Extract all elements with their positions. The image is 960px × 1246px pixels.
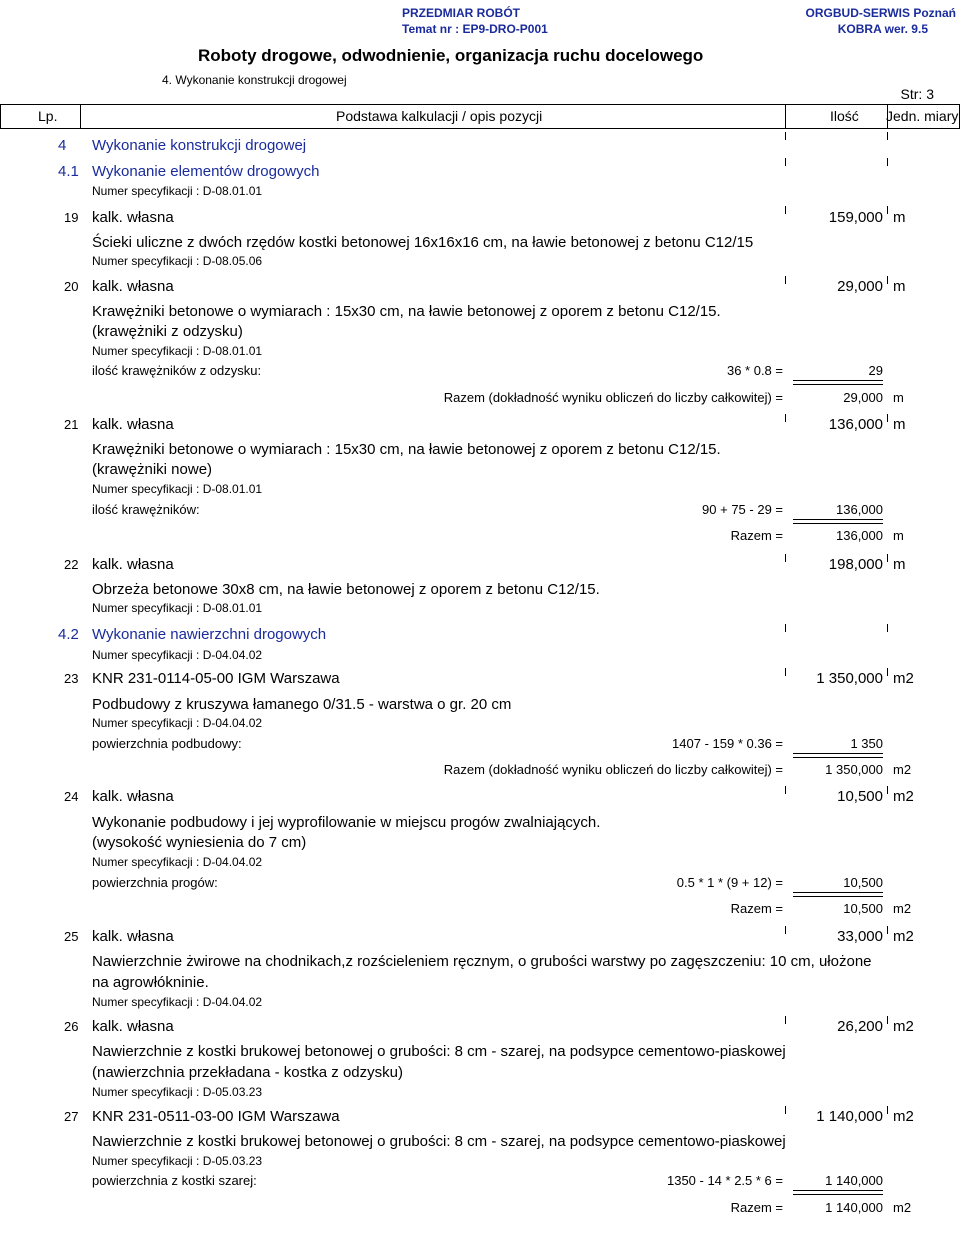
sum-unit: m2	[893, 762, 912, 777]
topic-number: Temat nr : EP9-DRO-P001	[402, 22, 548, 36]
calc-expression: 36 * 0.8 =	[726, 363, 783, 378]
column-header-basis: Podstawa kalkulacji / opis pozycji	[336, 108, 543, 124]
header-left-edge	[0, 104, 1, 128]
software-version: KOBRA wer. 9.5	[837, 22, 928, 36]
col-tick	[785, 668, 786, 676]
item-basis: kalk. własna	[92, 556, 174, 573]
item-basis: kalk. własna	[92, 209, 174, 226]
section-title: Wykonanie nawierzchni drogowych	[92, 626, 327, 643]
sum-underline	[793, 753, 883, 758]
item-description-note: (krawężniki z odzysku)	[92, 323, 243, 340]
item-description: Krawężniki betonowe o wymiarach : 15x30 cm, na ławie betonowej z oporem z betonu C12/15.	[92, 441, 721, 458]
section-number: 4.2	[58, 626, 79, 643]
header-divider-2	[785, 104, 786, 128]
item-qty: 198,000	[828, 556, 883, 573]
item-qty: 1 350,000	[816, 670, 883, 687]
col-tick	[887, 554, 888, 562]
item-basis: KNR 231-0511-03-00 IGM Warszawa	[92, 1108, 340, 1125]
col-tick	[785, 1106, 786, 1114]
company-name: ORGBUD-SERWIS Poznań	[805, 6, 956, 20]
item-description: Nawierzchnie z kostki brukowej betonowej o grubości: 8 cm - szarej, na podsypce cementowo-piaskowej	[92, 1043, 786, 1060]
calc-value: 10,500	[843, 875, 883, 890]
col-tick	[887, 668, 888, 676]
sum-underline	[793, 892, 883, 897]
item-basis: kalk. własna	[92, 1018, 174, 1035]
col-tick	[887, 414, 888, 422]
sum-underline	[793, 380, 883, 385]
item-basis: kalk. własna	[92, 416, 174, 433]
item-description-note: (nawierzchnia przekładana - kostka z odzysku)	[92, 1064, 403, 1081]
sum-value: 1 140,000	[825, 1200, 883, 1215]
spec-number: Numer specyfikacji : D-04.04.02	[92, 995, 263, 1009]
calc-label: powierzchnia podbudowy:	[92, 736, 242, 751]
sum-label: Razem (dokładność wyniku obliczeń do liczby całkowitej) =	[443, 762, 783, 777]
sum-value: 29,000	[843, 390, 883, 405]
calc-value: 136,000	[836, 502, 883, 517]
sum-unit: m	[893, 390, 904, 405]
spec-number: Numer specyfikacji : D-05.03.23	[92, 1085, 263, 1099]
item-basis: KNR 231-0114-05-00 IGM Warszawa	[92, 670, 340, 687]
document-title: Roboty drogowe, odwodnienie, organizacja ruchu docelowego	[198, 46, 704, 65]
item-qty: 1 140,000	[816, 1108, 883, 1125]
item-lp: 23	[64, 671, 79, 686]
calc-label: powierzchnia progów:	[92, 875, 218, 890]
item-lp: 20	[64, 279, 79, 294]
col-tick	[887, 1016, 888, 1024]
column-header-unit: Jedn. miary	[886, 108, 959, 124]
item-description-note: (wysokość wyniesienia do 7 cm)	[92, 834, 307, 851]
item-description: Obrzeża betonowe 30x8 cm, na ławie betonowej z oporem z betonu C12/15.	[92, 581, 600, 598]
col-tick	[785, 1016, 786, 1024]
item-unit: m2	[893, 1018, 914, 1035]
item-basis: kalk. własna	[92, 278, 174, 295]
calc-value: 29	[868, 363, 883, 378]
item-unit: m	[893, 278, 906, 295]
sum-label: Razem =	[730, 901, 783, 916]
sum-unit: m	[893, 528, 904, 543]
item-basis: kalk. własna	[92, 928, 174, 945]
item-description-cont: na agrowłókninie.	[92, 974, 209, 991]
item-qty: 10,500	[837, 788, 883, 805]
item-qty: 33,000	[837, 928, 883, 945]
col-tick	[785, 554, 786, 562]
sum-value: 1 350,000	[825, 762, 883, 777]
item-description: Nawierzchnie żwirowe na chodnikach,z rozścieleniem ręcznym, o grubości warstwy po zagęszczeniu: 10 cm, ułożone	[92, 953, 872, 970]
item-lp: 21	[64, 417, 79, 432]
item-lp: 26	[64, 1019, 79, 1034]
header-bottom-rule	[0, 128, 960, 129]
col-tick	[887, 206, 888, 214]
col-tick	[785, 786, 786, 794]
item-unit: m	[893, 556, 906, 573]
col-tick	[785, 276, 786, 284]
item-unit: m2	[893, 788, 914, 805]
item-unit: m2	[893, 670, 914, 687]
section-number: 4	[58, 137, 67, 154]
item-description: Wykonanie podbudowy i jej wyprofilowanie w miejscu progów zwalniających.	[92, 814, 601, 831]
item-unit: m	[893, 416, 906, 433]
item-description-note: (krawężniki nowe)	[92, 461, 213, 478]
sum-label: Razem =	[730, 528, 783, 543]
sum-label: Razem =	[730, 1200, 783, 1215]
col-tick	[887, 158, 888, 166]
calc-label: powierzchnia z kostki szarej:	[92, 1173, 257, 1188]
section-number: 4.1	[58, 163, 79, 180]
spec-number: Numer specyfikacji : D-04.04.02	[92, 716, 263, 730]
sum-value: 10,500	[843, 901, 883, 916]
item-qty: 136,000	[828, 416, 883, 433]
calc-value: 1 140,000	[825, 1173, 883, 1188]
item-lp: 22	[64, 557, 79, 572]
sum-underline	[793, 519, 883, 524]
calc-label: ilość krawężników z odzysku:	[92, 363, 262, 378]
item-lp: 24	[64, 789, 79, 804]
spec-number: Numer specyfikacji : D-05.03.23	[92, 1154, 263, 1168]
col-tick	[887, 1106, 888, 1114]
document-subtitle: 4. Wykonanie konstrukcji drogowej	[162, 73, 347, 87]
item-description: Podbudowy z kruszywa łamanego 0/31.5 - warstwa o gr. 20 cm	[92, 696, 512, 713]
col-tick	[785, 206, 786, 214]
item-lp: 25	[64, 929, 79, 944]
col-tick	[785, 414, 786, 422]
calc-value: 1 350	[850, 736, 883, 751]
sum-value: 136,000	[836, 528, 883, 543]
doc-type: PRZEDMIAR ROBÓT	[402, 6, 520, 20]
item-description: Ścieki uliczne z dwóch rzędów kostki betonowej 16x16x16 cm, na ławie betonowej z betonu C12/15	[92, 234, 754, 251]
spec-number: Numer specyfikacji : D-04.04.02	[92, 648, 263, 662]
col-tick	[887, 786, 888, 794]
col-tick	[887, 926, 888, 934]
calc-expression: 1350 - 14 * 2.5 * 6 =	[666, 1173, 783, 1188]
item-unit: m2	[893, 928, 914, 945]
calc-expression: 90 + 75 - 29 =	[702, 502, 783, 517]
col-tick	[887, 132, 888, 140]
col-tick	[785, 158, 786, 166]
spec-number: Numer specyfikacji : D-08.01.01	[92, 344, 263, 358]
sum-unit: m2	[893, 1200, 912, 1215]
item-lp: 27	[64, 1109, 79, 1124]
spec-number: Numer specyfikacji : D-04.04.02	[92, 855, 263, 869]
item-unit: m	[893, 209, 906, 226]
sum-label: Razem (dokładność wyniku obliczeń do liczby całkowitej) =	[443, 390, 783, 405]
col-tick	[785, 926, 786, 934]
section-title: Wykonanie konstrukcji drogowej	[92, 137, 307, 154]
sum-underline	[793, 1190, 883, 1195]
spec-number: Numer specyfikacji : D-08.05.06	[92, 254, 263, 268]
calc-label: ilość krawężników:	[92, 502, 200, 517]
header-top-rule	[0, 104, 960, 105]
section-title: Wykonanie elementów drogowych	[92, 163, 320, 180]
item-basis: kalk. własna	[92, 788, 174, 805]
item-qty: 29,000	[837, 278, 883, 295]
spec-number: Numer specyfikacji : D-08.01.01	[92, 601, 263, 615]
calc-expression: 0.5 * 1 * (9 + 12) =	[676, 875, 783, 890]
col-tick	[887, 276, 888, 284]
item-lp: 19	[64, 210, 79, 225]
col-tick	[785, 624, 786, 632]
item-qty: 159,000	[828, 209, 883, 226]
sum-unit: m2	[893, 901, 912, 916]
item-unit: m2	[893, 1108, 914, 1125]
column-header-lp: Lp.	[38, 108, 58, 124]
calc-expression: 1407 - 159 * 0.36 =	[672, 736, 783, 751]
col-tick	[887, 624, 888, 632]
item-description: Nawierzchnie z kostki brukowej betonowej o grubości: 8 cm - szarej, na podsypce cementowo-piaskowej	[92, 1133, 786, 1150]
item-qty: 26,200	[837, 1018, 883, 1035]
header-divider-1	[80, 104, 81, 128]
spec-number: Numer specyfikacji : D-08.01.01	[92, 184, 263, 198]
page-number: Str: 3	[900, 86, 934, 102]
spec-number: Numer specyfikacji : D-08.01.01	[92, 482, 263, 496]
column-header-qty: Ilość	[830, 108, 859, 124]
item-description: Krawężniki betonowe o wymiarach : 15x30 cm, na ławie betonowej z oporem z betonu C12/15.	[92, 303, 721, 320]
col-tick	[785, 132, 786, 140]
